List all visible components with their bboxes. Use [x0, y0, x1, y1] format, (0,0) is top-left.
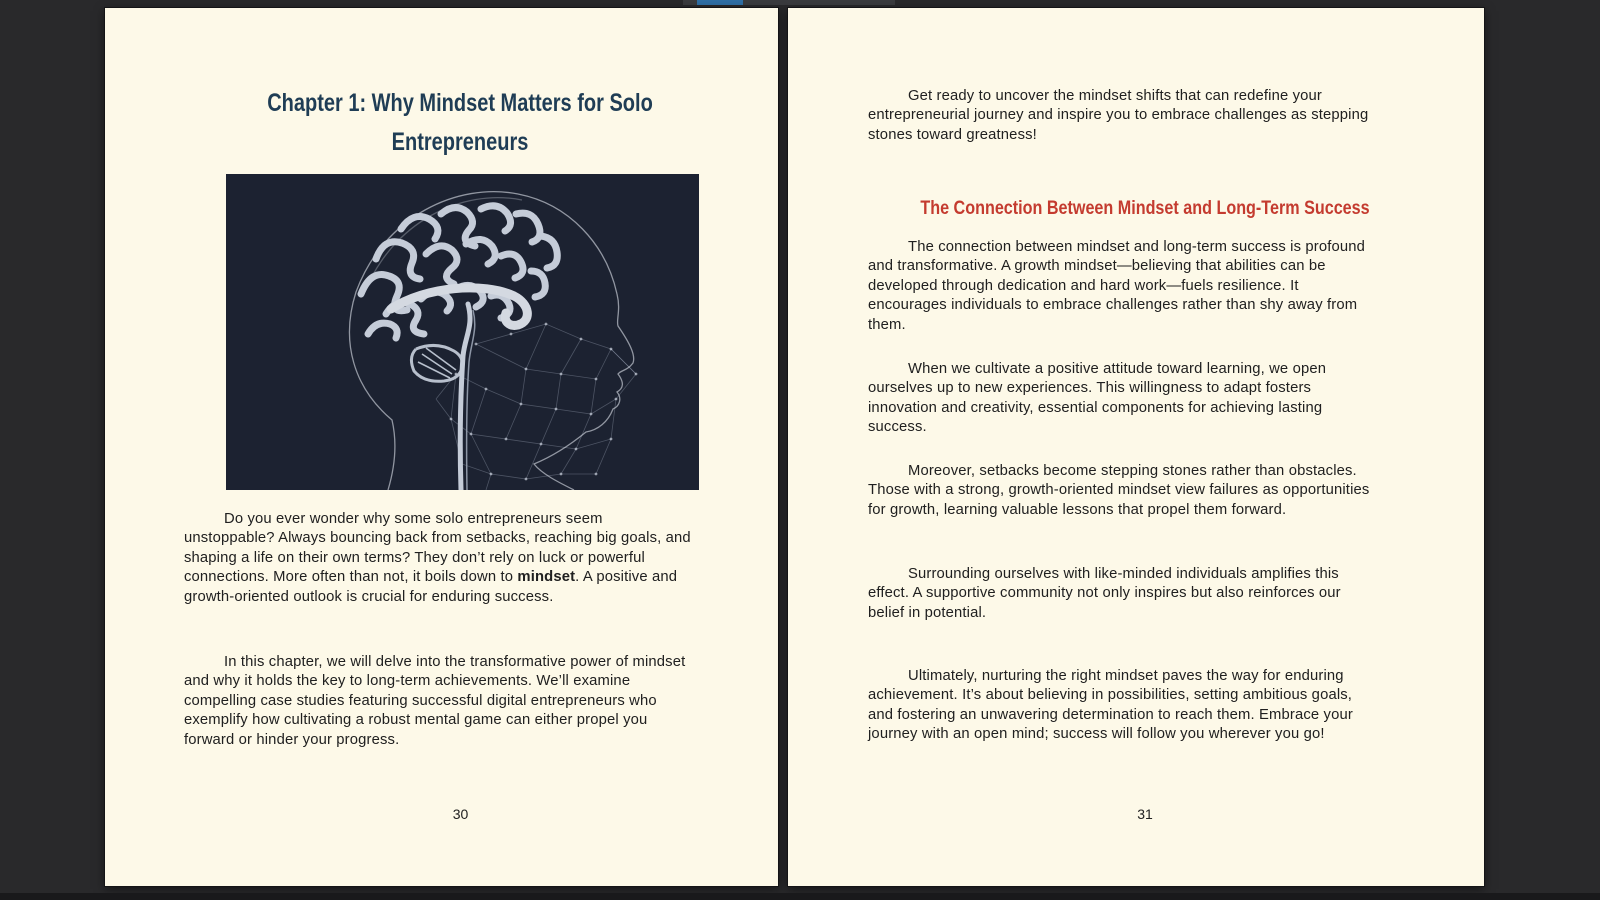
- paragraph: In this chapter, we will delve into the transformative power of mindset and why it holds the key to long-term achievements. We’ll examine compelling case studies featuring successful digital entrepreneurs who exemplify how cultivating a robust mental game can either propel you forward or hinder your progress.: [184, 654, 686, 748]
- brain-illustration-svg: [226, 174, 699, 490]
- paragraph: [184, 510, 694, 607]
- paragraph-text: Do you ever wonder why some solo entrepreneurs seem unstoppable? Always bouncing back from setbacks, reaching big goals, and shaping a life on their own terms? They don’t rely on luck or powerful connections. More often than not, it boils down to: [184, 511, 691, 586]
- bold-keyword: mindset: [517, 569, 576, 586]
- paragraph: Get ready to uncover the mindset shifts that can redefine your entrepreneurial journey and inspire you to embrace challenges as stepping stones toward greatness!: [868, 88, 1369, 143]
- paragraph-text: . A positive and growth-oriented outlook is crucial for enduring success.: [184, 569, 678, 605]
- paragraph: Surrounding ourselves with like-minded individuals amplifies this effect. A supportive community not only inspires but also reinforces our belief in potential.: [868, 566, 1341, 621]
- bottom-edge-band: [0, 893, 1600, 900]
- page-number-left: 30: [452, 806, 469, 822]
- paragraph: When we cultivate a positive attitude toward learning, we open ourselves up to new experiences. This willingness to adapt fosters innovation and creativity, essential components for achieving lasting success.: [868, 361, 1327, 436]
- book-page-right: [788, 8, 1484, 886]
- section-heading: The Connection Between Mindset and Long-Term Success: [920, 198, 1370, 219]
- brain-illustration: [226, 174, 699, 490]
- page-number-right: 31: [1137, 806, 1153, 822]
- toolbar-fragment[interactable]: [683, 0, 895, 5]
- book-page-left: [105, 8, 778, 886]
- paragraph: Ultimately, nurturing the right mindset paves the way for enduring achievement. It’s about believing in possibilities, setting ambitious goals, and fostering an unwavering determination to reach them. Embrace your journey with an open mind; success will follow you wherever you go!: [868, 668, 1353, 743]
- chapter-title: Chapter 1: Why Mindset Matters for Solo Entrepreneurs: [267, 89, 653, 156]
- toolbar-accent-segment[interactable]: [697, 0, 743, 5]
- paragraph: The connection between mindset and long-term success is profound and transformative. A growth mindset—believing that abilities can be developed through dedication and hard work—fuels resilience. It encourages individuals to embrace challenges rather than shy away from them.: [868, 239, 1366, 333]
- paragraph: Moreover, setbacks become stepping stones rather than obstacles. Those with a strong, growth-oriented mindset view failures as opportunities for growth, learning valuable lessons that propel them forward.: [868, 463, 1370, 518]
